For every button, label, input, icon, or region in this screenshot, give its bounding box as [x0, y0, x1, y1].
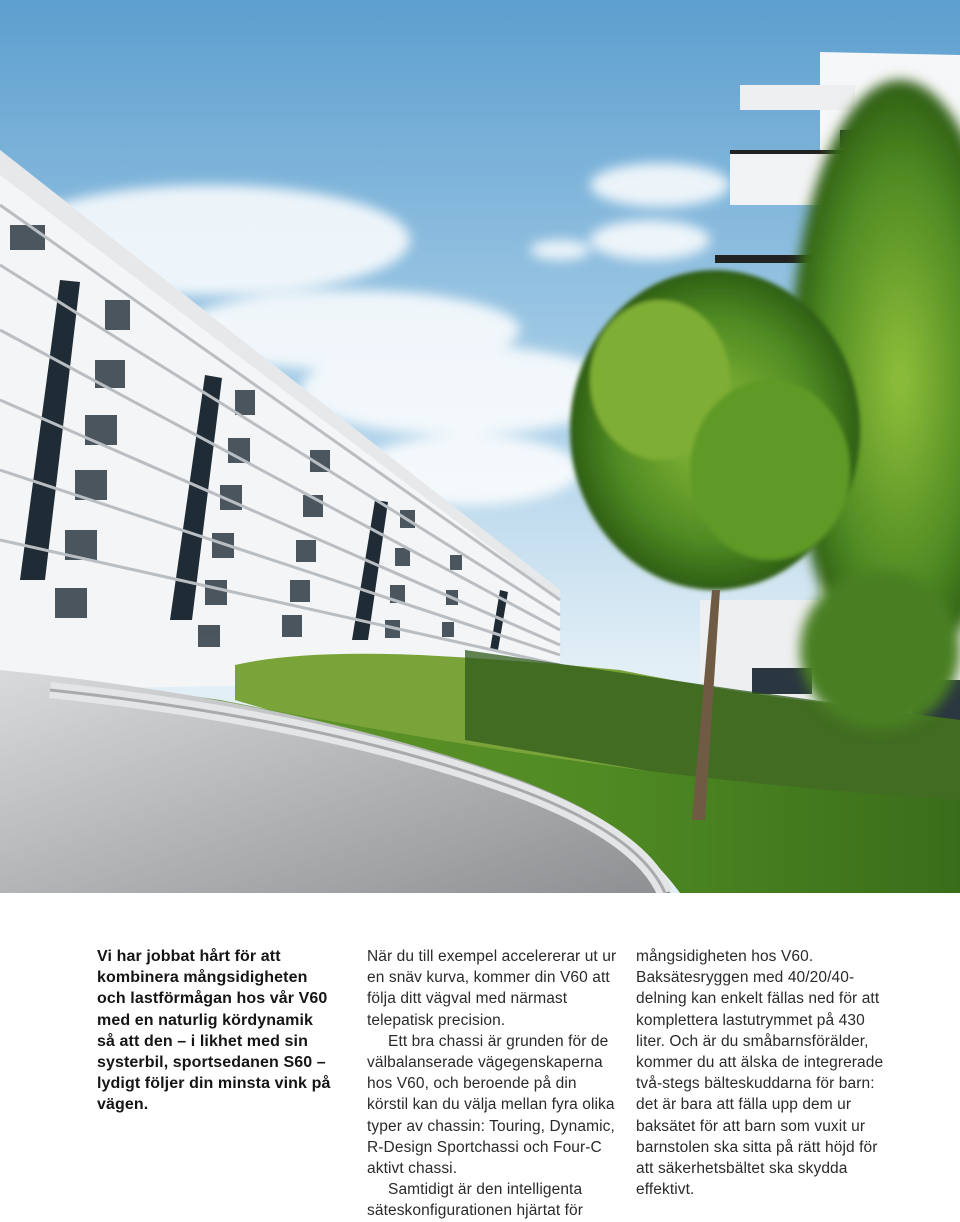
body-paragraph: När du till exempel accelererar ut ur en snäv kurva, kommer din V60 att följa ditt vägval med närmast telepatisk precision. — [367, 948, 617, 1029]
body-column-3 — [636, 946, 886, 1200]
body-paragraph: Samtidigt är den intelligenta säteskonfigurationen hjärtat för — [367, 1181, 584, 1220]
body-column-2 — [367, 946, 617, 1222]
lead-paragraph — [97, 946, 333, 1116]
body-paragraph: mångsidigheten hos V60. Baksätesryggen med 40/20/40-delning kan enkelt fällas ned för att komplettera lastutrymmet på 430 liter. Och är du småbarnsförälder, kommer du att älska de integrerade två-stegs bälteskuddarna för barn: det är bara att fälla upp dem ur baksätet för att barn som vuxit ur barnstolen ska sitta på rätt höjd för att säkerhetsbältet ska skydda effektivt. — [636, 948, 884, 1199]
lead-text: Vi har jobbat hårt för att kombinera mångsidigheten och lastförmågan hos vår V60 med en naturlig kördynamik så att den – i likhet med sin systerbil, sportsedanen S60 – lydigt följer din minsta vink på vägen. — [97, 948, 331, 1114]
body-paragraph: Ett bra chassi är grunden för de välbalanserade vägegenskaperna hos V60, och beroende på din körstil kan du välja mellan fyra olika typer av chassin: Touring, Dynamic, R-Design Sportchassi och Four-C aktivt chassi. — [367, 1032, 615, 1178]
